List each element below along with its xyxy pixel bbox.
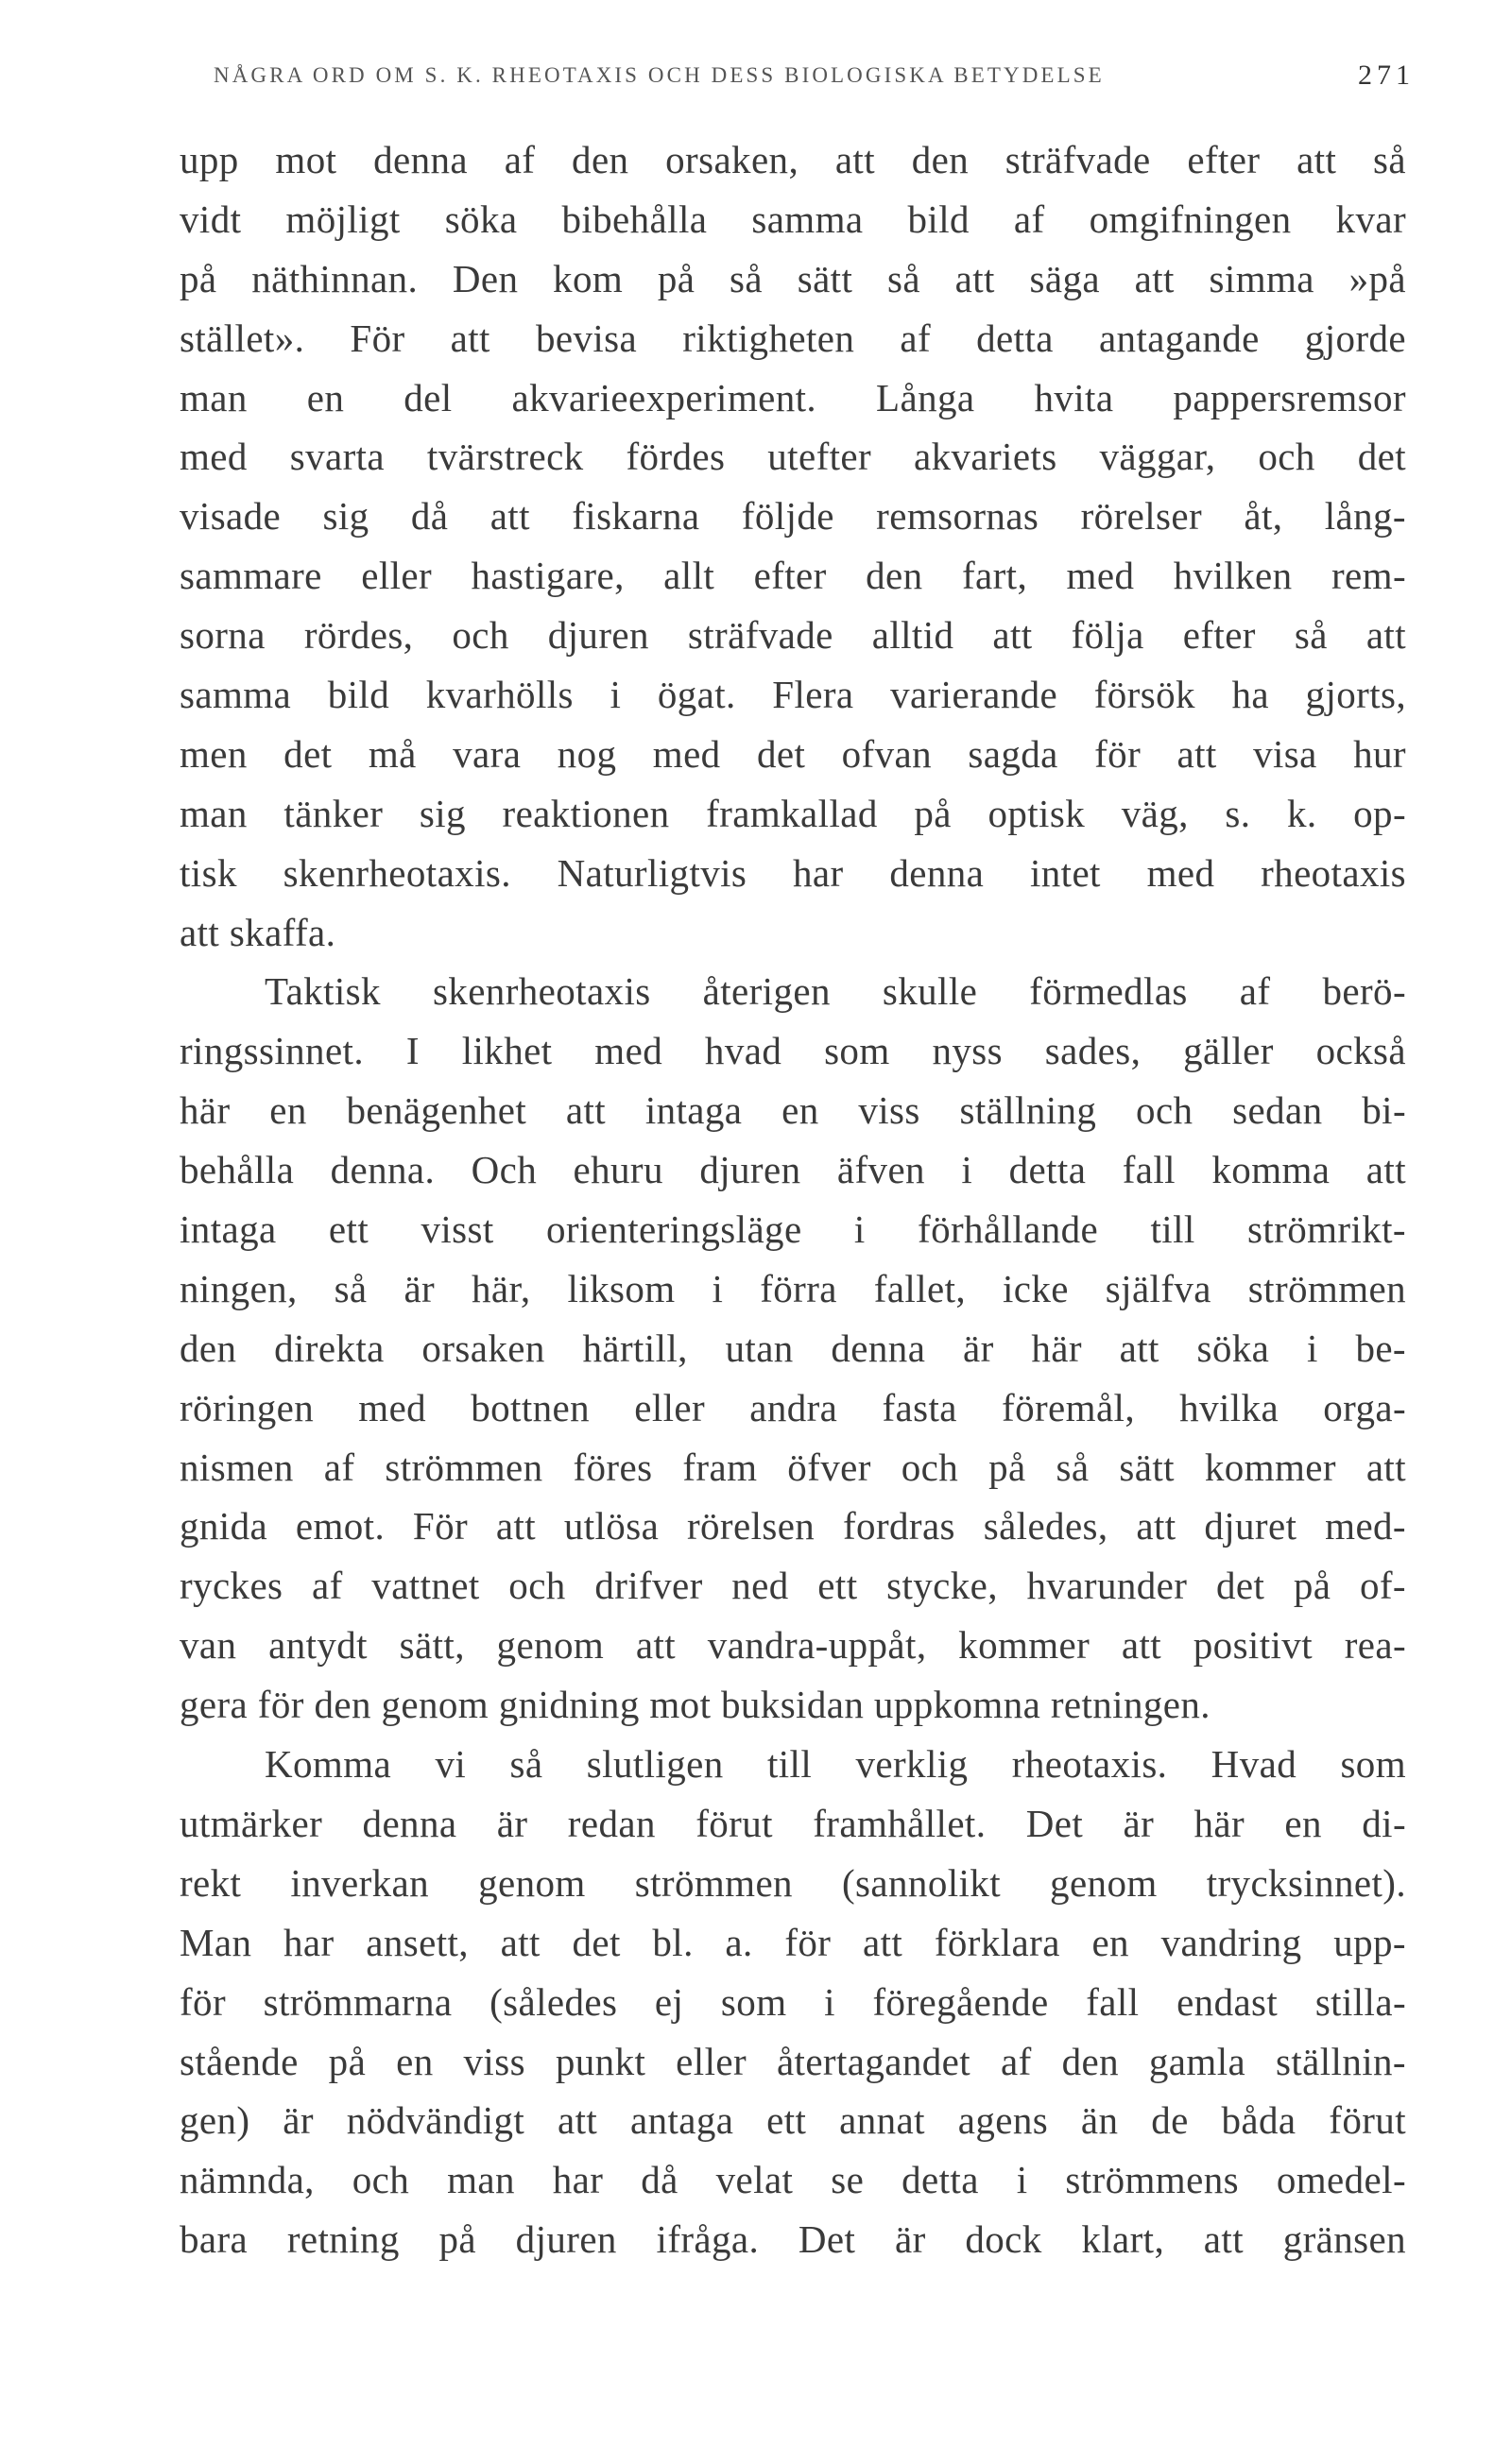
text-line: med svarta tvärstreck fördes utefter akvariets väggar, och det	[180, 435, 1406, 479]
text-line: van antydt sätt, genom att vandra-uppåt, kommer att positivt rea-	[180, 1623, 1406, 1668]
text-line: ryckes af vattnet och drifver ned ett stycke, hvarunder det på of-	[180, 1564, 1406, 1608]
text-line: man en del akvarieexperiment. Långa hvita pappersremsor	[180, 375, 1406, 419]
text-line: ringssinnet. I likhet med hvad som nyss sades, gäller också	[180, 1029, 1406, 1073]
text-line: rekt inverkan genom strömmen (sannolikt genom trycksinnet).	[180, 1860, 1406, 1905]
text-line: men det må vara nog med det ofvan sagda för att visa hur	[180, 731, 1406, 776]
text-line: ningen, så är här, liksom i förra fallet, icke själfva strömmen	[180, 1266, 1406, 1310]
running-head	[214, 59, 1415, 93]
text-line: visade sig då att fiskarna följde remsornas rörelser åt, lång-	[180, 494, 1406, 539]
text-line: nämnda, och man har då velat se detta i strömmens omedel-	[180, 2158, 1406, 2202]
text-line: här en benägenhet att intaga en viss ställning och sedan bi-	[180, 1088, 1406, 1133]
text-line: nismen af strömmen föres fram öfver och på så sätt kommer att	[180, 1445, 1406, 1489]
text-line: gen) är nödvändigt att antaga ett annat agens än de båda förut	[180, 2098, 1406, 2143]
text-line: behålla denna. Och ehuru djuren äfven i detta fall komma att	[180, 1148, 1406, 1192]
text-line: gnida emot. För att utlösa rörelsen fordras således, att djuret med-	[180, 1504, 1406, 1549]
page-number: 271	[1358, 60, 1415, 91]
text-line: utmärker denna är redan förut framhållet. Det är här en di-	[180, 1801, 1406, 1845]
text-line: på näthinnan. Den kom på så sätt så att säga att simma »på	[180, 256, 1406, 300]
text-line: man tänker sig reaktionen framkallad på optisk väg, s. k. op-	[180, 791, 1406, 835]
text-line: tisk skenrheotaxis. Naturligtvis har denna intet med rheotaxis	[180, 850, 1406, 895]
text-line: Taktisk skenrheotaxis återigen skulle förmedlas af berö-	[265, 969, 1406, 1014]
text-line: röringen med bottnen eller andra fasta föremål, hvilka orga-	[180, 1385, 1406, 1429]
text-line: stående på en viss punkt eller återtagandet af den gamla ställnin-	[180, 2039, 1406, 2083]
body-text	[180, 130, 1406, 2269]
text-line: att skaffa.	[180, 910, 336, 954]
text-line: stället». För att bevisa riktigheten af detta antagande gjorde	[180, 316, 1406, 360]
running-title: NÅGRA ORD OM S. K. RHEOTAXIS OCH DESS BIOLOGISKA BETYDELSE	[214, 63, 1105, 87]
text-line: Man har ansett, att det bl. a. för att förklara en vandring upp-	[180, 1920, 1406, 1964]
text-line: sorna rördes, och djuren sträfvade alltid att följa efter så att	[180, 613, 1406, 658]
text-line: sammare eller hastigare, allt efter den fart, med hvilken rem-	[180, 554, 1406, 598]
text-line: intaga ett visst orienteringsläge i förhållande till strömrikt-	[180, 1207, 1406, 1252]
text-line: bara retning på djuren ifråga. Det är dock klart, att gränsen	[180, 2217, 1406, 2262]
text-line: upp mot denna af den orsaken, att den sträfvade efter att så	[180, 138, 1406, 181]
text-line: samma bild kvarhölls i ögat. Flera varierande försök ha gjorts,	[180, 673, 1406, 717]
text-line: för strömmarna (således ej som i föregående fall endast stilla-	[180, 1979, 1406, 2024]
text-line: den direkta orsaken härtill, utan denna är här att söka i be-	[180, 1326, 1406, 1370]
text-line: Komma vi så slutligen till verklig rheotaxis. Hvad som	[265, 1742, 1406, 1787]
text-line: vidt möjligt söka bibehålla samma bild af omgifningen kvar	[180, 197, 1406, 241]
text-line: gera för den genom gnidning mot buksidan uppkomna retningen.	[180, 1683, 1211, 1727]
